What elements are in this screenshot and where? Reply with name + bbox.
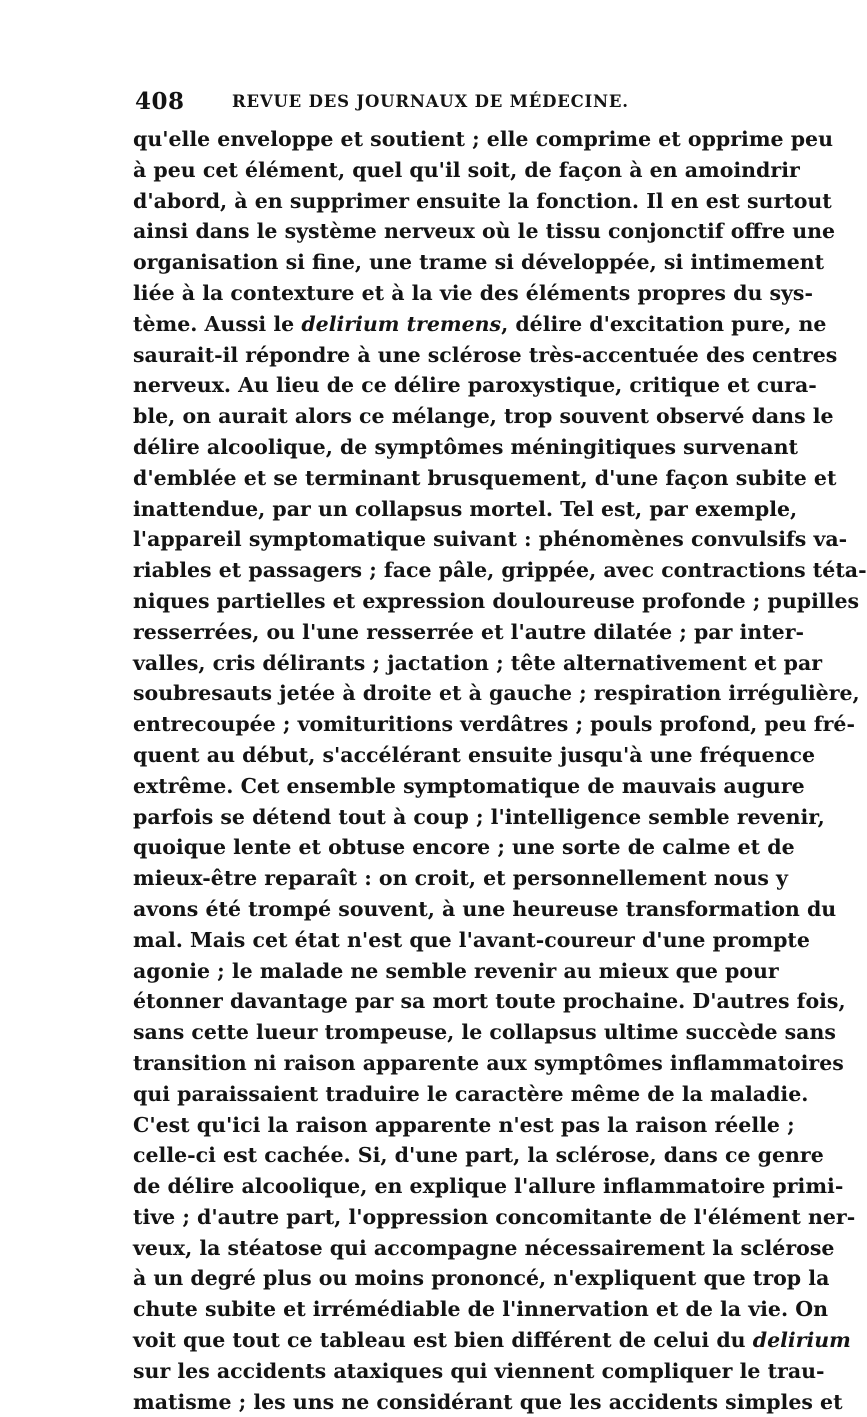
text-line: liée à la contexture et à la vie des éléments propres du sys- — [133, 280, 813, 305]
text-line: celle-ci est cachée. Si, d'une part, la sclérose, dans ce genre — [133, 1143, 824, 1168]
text-line: niques partielles et expression douloureuse profonde ; pupilles — [133, 588, 860, 613]
text-line: qui paraissaient traduire le caractère même de la maladie. — [133, 1081, 809, 1106]
page-number: 408 — [135, 88, 185, 115]
text-line: parfois se détend tout à coup ; l'intelligence semble revenir, — [133, 804, 825, 829]
text-line: délire alcoolique, de symptômes méningitiques survenant — [133, 434, 798, 459]
text-line: tive ; d'autre part, l'oppression concomitante de l'élément ner- — [133, 1204, 856, 1229]
text-line: d'abord, à en supprimer ensuite la fonction. Il en est surtout — [133, 188, 832, 213]
text-line: quoique lente et obtuse encore ; une sorte de calme et de — [133, 835, 795, 860]
text-line: extrême. Cet ensemble symptomatique de mauvais augure — [133, 773, 805, 798]
text-line: matisme ; les uns ne considérant que les accidents simples et — [133, 1389, 843, 1414]
text-line: agonie ; le malade ne semble revenir au mieux que pour — [133, 958, 779, 983]
text-line: ainsi dans le système nerveux où le tissu conjonctif offre une — [133, 219, 836, 244]
italic-term: delirium — [752, 1328, 851, 1353]
text-line: à un degré plus ou moins prononcé, n'expliquent que trop la — [133, 1266, 830, 1291]
text-line: valles, cris délirants ; jactation ; tête alternativement et par — [133, 650, 823, 675]
text-line: l'appareil symptomatique suivant : phénomènes convulsifs va- — [133, 527, 848, 552]
text-line: nerveux. Au lieu de ce délire paroxystique, critique et cura- — [133, 373, 817, 398]
text-line: soubresauts jetée à droite et à gauche ; respiration irrégulière, — [133, 681, 860, 706]
text-line: quent au début, s'accélérant ensuite jusqu'à une fréquence — [133, 742, 815, 767]
text-line: mal. Mais cet état n'est que l'avant-coureur d'une prompte — [133, 927, 810, 952]
text-line: veux, la stéatose qui accompagne nécessairement la sclérose — [133, 1235, 835, 1260]
text-line: étonner davantage par sa mort toute prochaine. D'autres fois, — [133, 989, 846, 1014]
text-line: saurait-il répondre à une sclérose très-accentuée des centres — [133, 342, 838, 367]
text-line: entrecoupée ; vomituritions verdâtres ; pouls profond, peu fré- — [133, 712, 855, 737]
text-line: inattendue, par un collapsus mortel. Tel est, par exemple, — [133, 496, 798, 521]
text-line: transition ni raison apparente aux symptômes inflammatoires — [133, 1050, 844, 1075]
text-line: C'est qu'ici la raison apparente n'est pas la raison réelle ; — [133, 1112, 795, 1137]
text-line: organisation si fine, une trame si développée, si intimement — [133, 250, 825, 275]
body-paragraph — [133, 124, 867, 1417]
text-line: sans cette lueur trompeuse, le collapsus ultime succède sans — [133, 1020, 836, 1045]
text-line: de délire alcoolique, en explique l'allure inflammatoire primi- — [133, 1174, 844, 1199]
text-line: chute subite et irrémédiable de l'innervation et de la vie. On — [133, 1297, 829, 1322]
text-line: d'emblée et se terminant brusquement, d'une façon subite et — [133, 465, 837, 490]
text-line: mieux-être reparaît : on croit, et personnellement nous y — [133, 866, 788, 891]
text-line: à peu cet élément, quel qu'il soit, de façon à en amoindrir — [133, 157, 800, 182]
text-line: ble, on aurait alors ce mélange, trop souvent observé dans le — [133, 404, 834, 429]
text-line: riables et passagers ; face pâle, grippée, avec contractions téta- — [133, 558, 867, 583]
text-line: tème. Aussi le delirium tremens, délire d'excitation pure, ne — [133, 311, 827, 336]
text-line: sur les accidents ataxiques qui viennent compliquer le trau- — [133, 1358, 825, 1383]
italic-term: delirium tremens — [301, 311, 502, 336]
text-line: avons été trompé souvent, à une heureuse transformation du — [133, 896, 837, 921]
page-header — [135, 88, 671, 118]
text-line: voit que tout ce tableau est bien différent de celui du delirium — [133, 1328, 851, 1353]
text-line: resserrées, ou l'une resserrée et l'autre dilatée ; par inter- — [133, 619, 805, 644]
running-head: REVUE DES JOURNAUX DE MÉDECINE. — [232, 92, 629, 111]
text-line: qu'elle enveloppe et soutient ; elle comprime et opprime peu — [133, 127, 833, 151]
